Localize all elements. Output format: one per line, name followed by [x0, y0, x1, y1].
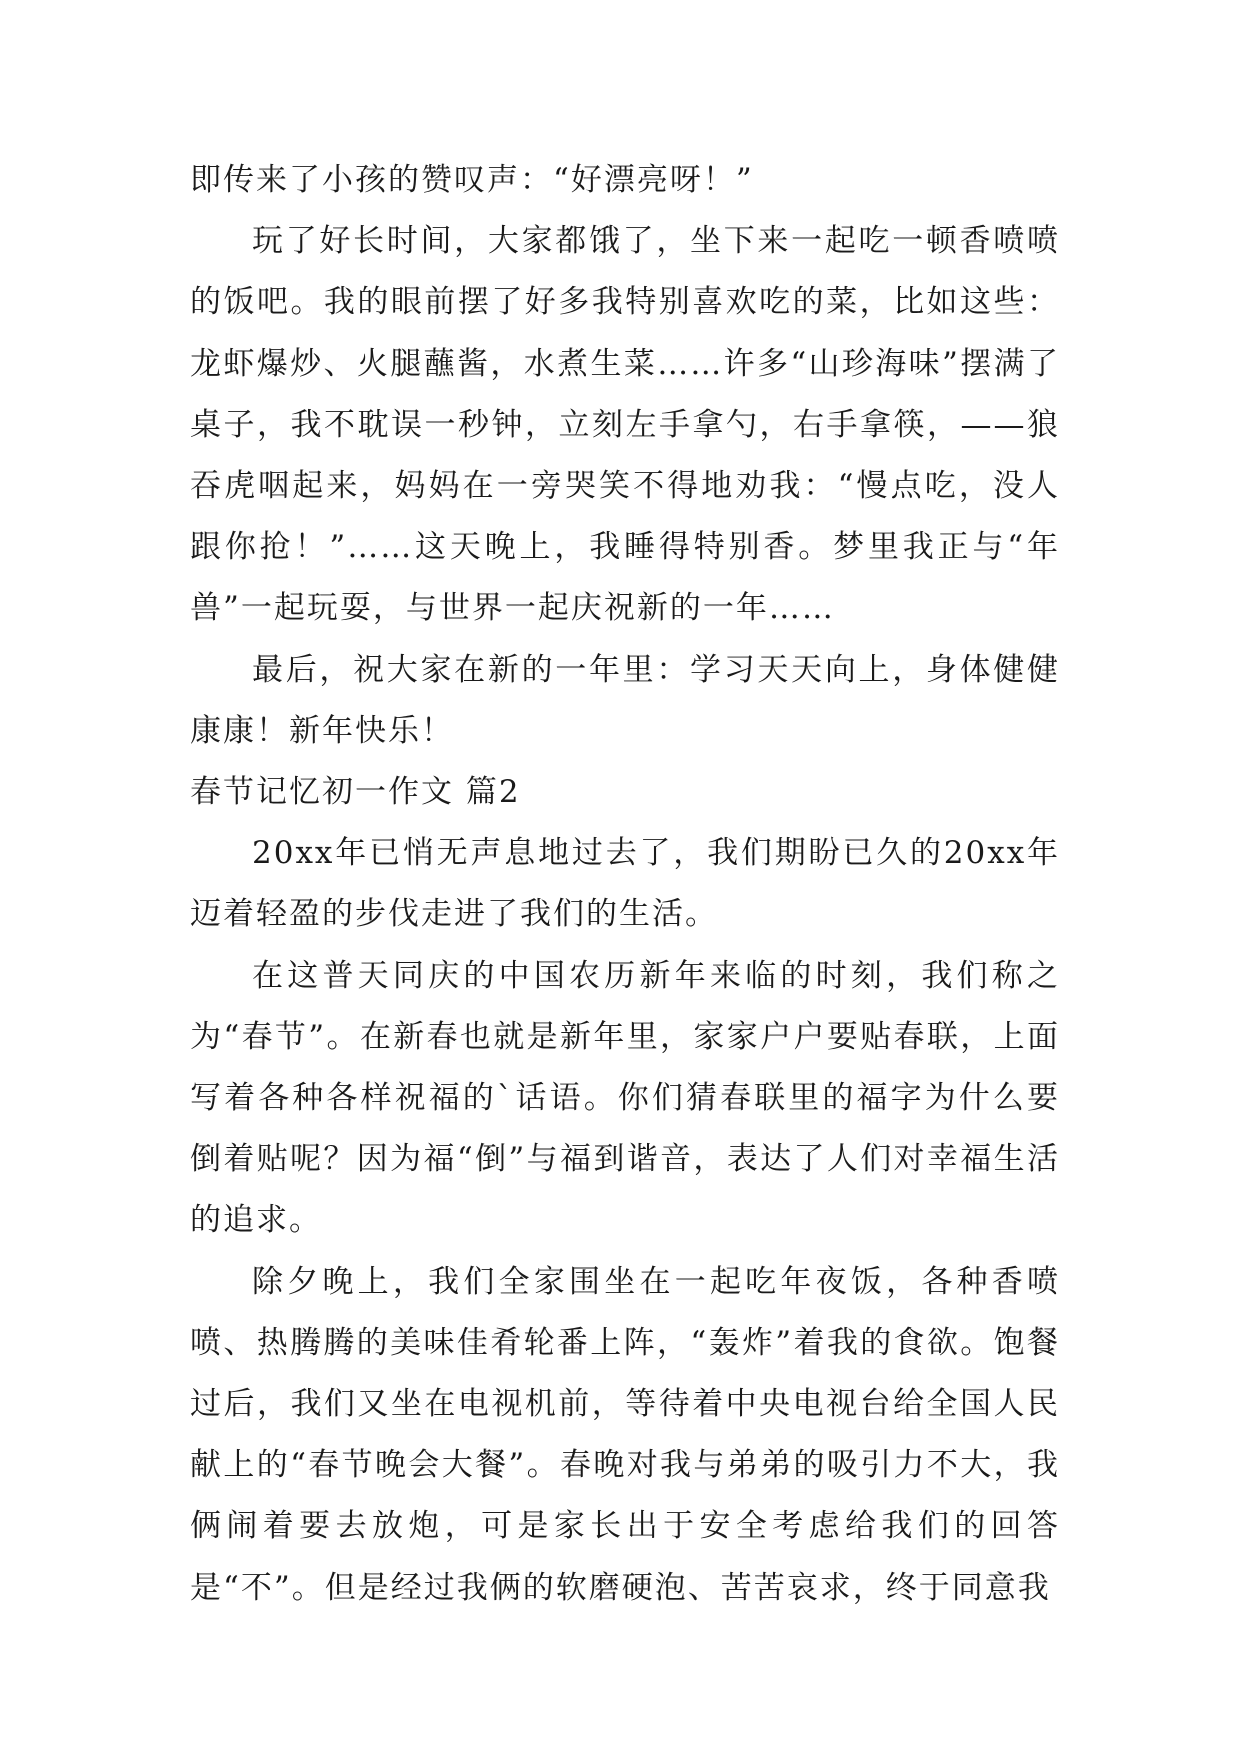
section-paragraph-3: 除夕晚上，我们全家围坐在一起吃年夜饭，各种香喷喷、热腾腾的美味佳肴轮番上阵，“轰炸”着我的食欲。饱餐过后，我们又坐在电视机前，等待着中央电视台给全国人民献上的“春节晚会大餐”。春晚对我与弟弟的吸引力不大，我俩闹着要去放炮，可是家长出于安全考虑给我们的回答是“不”。但是经过我俩的软磨硬泡、苦苦哀求，终于同意我 [190, 1263, 1060, 1606]
paragraph-3: 最后，祝大家在新的一年里：学习天天向上，身体健健康康！新年快乐！ [190, 651, 1060, 749]
section-paragraph-2: 在这普天同庆的中国农历新年来临的时刻，我们称之为“春节”。在新春也就是新年里，家家户户要贴春联，上面写着各种各样祝福的`话语。你们猜春联里的福字为什么要倒着贴呢？因为福“倒”与福到谐音，表达了人们对幸福生活的追求。 [190, 957, 1060, 1239]
document-page [190, 150, 1060, 1619]
section-heading: 春节记忆初一作文 篇2 [190, 774, 521, 811]
paragraph-2: 玩了好长时间，大家都饿了，坐下来一起吃一顿香喷喷的饭吧。我的眼前摆了好多我特别喜欢吃的菜，比如这些：龙虾爆炒、火腿蘸酱，水煮生菜……许多“山珍海味”摆满了桌子，我不耽误一秒钟，立刻左手拿勺，右手拿筷，——狼吞虎咽起来，妈妈在一旁哭笑不得地劝我：“慢点吃，没人跟你抢！”……这天晚上，我睡得特别香。梦里我正与“年兽”一起玩耍，与世界一起庆祝新的一年…… [190, 223, 1060, 627]
section-paragraph-1: 20xx年已悄无声息地过去了，我们期盼已久的20xx年迈着轻盈的步伐走进了我们的生活。 [190, 835, 1060, 933]
paragraph-1: 即传来了小孩的赞叹声：“好漂亮呀！” [190, 162, 754, 198]
